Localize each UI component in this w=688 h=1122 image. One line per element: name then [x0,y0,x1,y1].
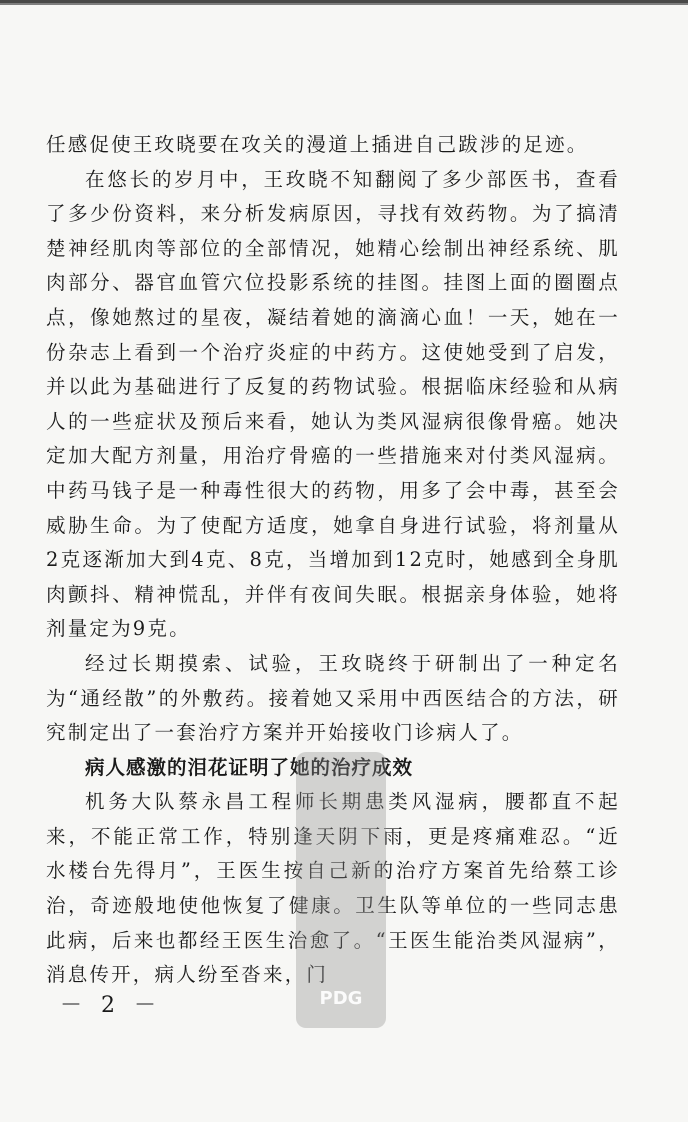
paragraph: 机务大队蔡永昌工程师长期患类风湿病，腰都直不起来，不能正常工作，特别逢天阴下雨，更是疼痛难忍。“近水楼台先得月”，王医生按自己新的治疗方案首先给蔡工诊治，奇迹般地使他恢复了健康。卫生队等单位的一些同志患此病，后来也都经王医生治愈了。“王医生能治类风湿病”，消息传开，病人纷至沓来，门 [46,790,620,987]
paragraph: 经过长期摸索、试验，王玫晓终于研制出了一种定名为“通经散”的外敷药。接着她又采用中西医结合的方法，研究制定出了一套治疗方案并开始接收门诊病人了。 [46,651,620,745]
section-heading: 病人感激的泪花证明了她的治疗成效 [85,755,414,779]
page-number: － 2 － [60,993,162,1018]
paragraph: 在悠长的岁月中，王玫晓不知翻阅了多少部医书，查看了多少份资料，来分析发病原因，寻找有效药物。为了搞清楚神经肌肉等部位的全部情况，她精心绘制出神经系统、肌肉部分、器官血管穴位投影系统的挂图。挂图上面的圈圈点点，像她熬过的星夜，凝结着她的滴滴心血！一天，她在一份杂志上看到一个治疗炎症的中药方。这使她受到了启发，并以此为基础进行了反复的药物试验。根据临床经验和从病人的一些症状及预后来看，她认为类风湿病很像骨癌。她决定加大配方剂量，用治疗骨癌的一些措施来对付类风湿病。中药马钱子是一种毒性很大的药物，用多了会中毒，甚至会威胁生命。为了使配方适度，她拿自身进行试验，将剂量从2克逐渐加大到4克、8克，当增加到12克时，她感到全身肌肉颤抖、精神慌乱，并伴有夜间失眠。根据亲身体验，她将剂量定为9克。 [46,167,620,641]
watermark-stamp [296,752,386,1028]
page-top-edge [0,0,688,10]
paragraph-continuation: 任感促使王玫晓要在攻关的漫道上插进自己跋涉的足迹。 [46,133,589,156]
watermark-label: PDG [319,988,363,1009]
